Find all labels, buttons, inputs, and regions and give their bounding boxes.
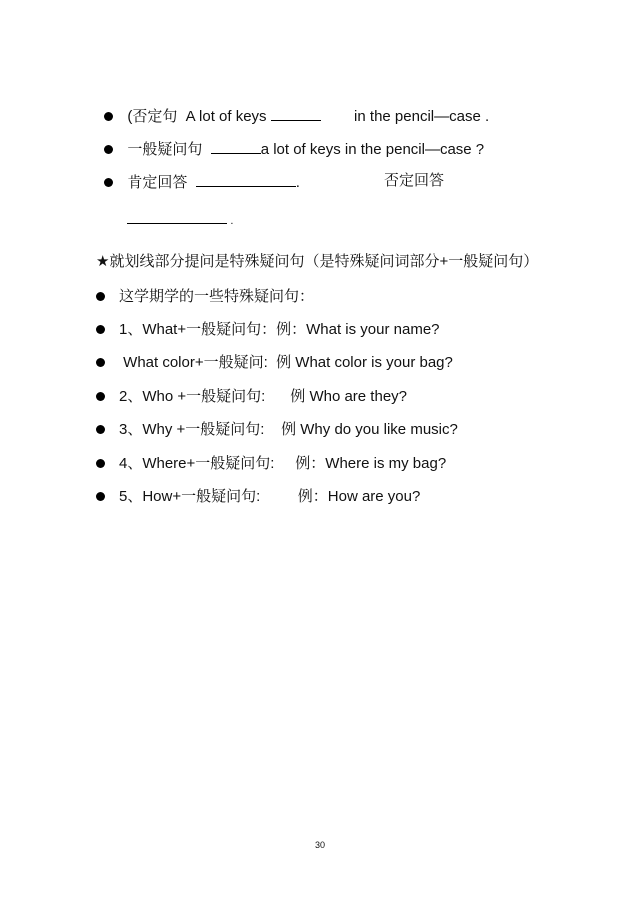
bullet-icon <box>104 178 113 187</box>
page-number: 30 <box>314 840 325 850</box>
list-item-text: What color+一般疑问: 例 What color is your bag? <box>119 354 453 371</box>
list-item <box>96 487 420 507</box>
list-item-text: 3、Why +一般疑问句: 例 Why do you like music? <box>119 421 458 438</box>
negative-blank-post: . <box>227 215 234 227</box>
line-answers <box>96 151 445 193</box>
list-item-text: 5、How+一般疑问句: 例：How are you? <box>119 488 421 505</box>
answer-blank <box>196 171 296 187</box>
list-item-text: 4、Where+一般疑问句: 例：Where is my bag? <box>119 455 447 472</box>
bullet-icon <box>96 325 105 334</box>
section-heading: ★就划线部分提问是特殊疑问句（是特殊疑问词部分+一般疑问句） <box>96 253 539 270</box>
line-negative-blank <box>119 188 233 231</box>
list-item-text: 这学期学的一些特殊疑问句： <box>119 288 315 305</box>
bullet-icon <box>96 425 105 434</box>
bullet-icon <box>96 292 105 301</box>
list-item-text: 2、Who +一般疑问句: 例 Who are they? <box>119 388 408 405</box>
question-post: a lot of keys in the pencil—case ? <box>260 141 485 158</box>
bullet-icon <box>96 492 105 501</box>
bullet-icon <box>96 392 105 401</box>
answer-blank <box>127 208 227 224</box>
list-item <box>96 420 458 440</box>
question-pre: 一般疑问句 <box>127 141 211 158</box>
list-item-text: 1、What+一般疑问句：例：What is your name? <box>119 321 440 338</box>
negative-pre: (否定句 A lot of keys <box>127 108 271 125</box>
list-item <box>96 353 453 373</box>
list-item <box>96 320 440 340</box>
list-item <box>96 454 446 474</box>
negative-answer-label: 否定回答 <box>384 172 445 189</box>
positive-post: . <box>295 174 300 191</box>
bullet-icon <box>96 459 105 468</box>
positive-label: 肯定回答 <box>127 174 196 191</box>
list-item <box>96 287 314 307</box>
negative-post: in the pencil—case . <box>320 108 490 125</box>
bullet-icon <box>96 358 105 367</box>
list-item <box>96 387 407 407</box>
